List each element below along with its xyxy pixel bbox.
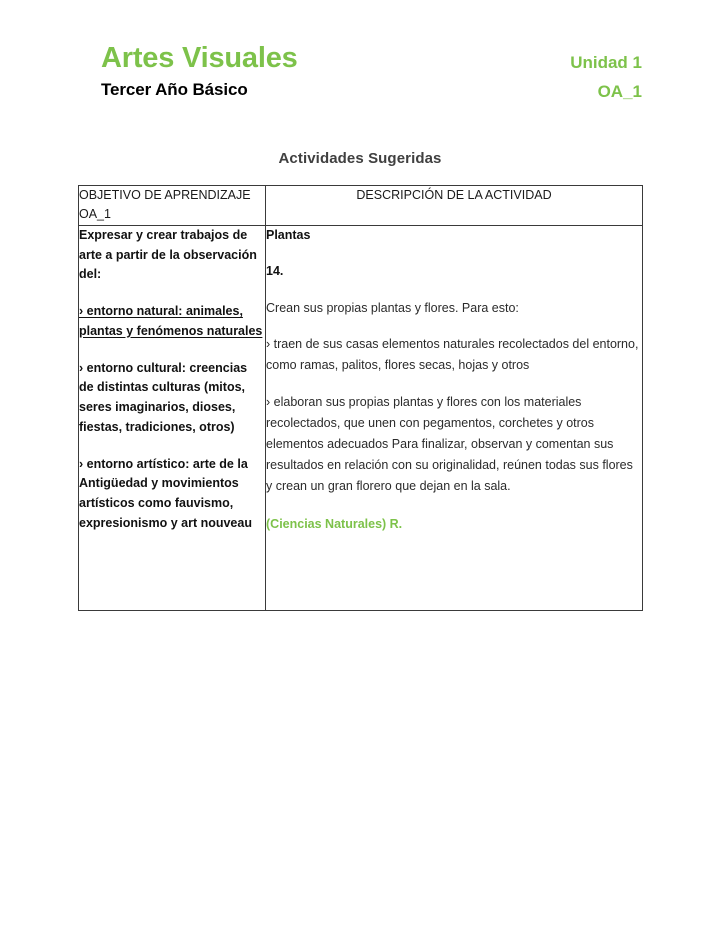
column-header-description: DESCRIPCIÓN DE LA ACTIVIDAD <box>266 186 643 226</box>
objective-cell <box>79 225 266 610</box>
table-header-row <box>79 186 643 226</box>
section-title: Actividades Sugeridas <box>278 150 442 167</box>
description-cell <box>266 225 643 610</box>
header-right-block <box>382 53 642 103</box>
objective-intro: Expresar y crear trabajos de arte a partir de la observación del: <box>79 227 257 282</box>
table-row <box>79 225 643 610</box>
description-credit: (Ciencias Naturales) R. <box>266 516 403 531</box>
page-header <box>0 0 720 130</box>
column-header-objective: OBJETIVO DE APRENDIZAJE OA_1 <box>79 186 266 226</box>
oa-label: OA_1 <box>597 82 642 102</box>
description-item-process: › elaboran sus propias plantas y flores con los materiales recolectados, que unen con pegamentos, corchetes y otros elementos adecuados Para finalizar, observan y comentan sus resultados en relación con su originalidad, reúnen todas sus flores y crean un gran florero que dejan en la sala. <box>266 394 633 493</box>
objective-bullet-natural: › entorno natural: animales, plantas y fenómenos naturales <box>79 304 263 338</box>
unit-label: Unidad 1 <box>570 53 642 72</box>
objective-bullet-artistic: › entorno artístico: arte de la Antigüedad y movimientos artísticos como fauvismo, expresionismo y art nouveau <box>79 456 252 530</box>
page-title: Artes Visuales <box>101 42 298 74</box>
objective-bullet-cultural: › entorno cultural: creencias de distintas culturas (mitos, seres imaginarios, dioses, fiestas, tradiciones, otros) <box>79 360 248 434</box>
description-lead: Crean sus propias plantas y flores. Para esto: <box>266 300 519 315</box>
activities-table <box>78 185 643 611</box>
page-subtitle: Tercer Año Básico <box>101 80 248 100</box>
description-number: 14. <box>266 264 284 279</box>
description-item-materials: › traen de sus casas elementos naturales recolectados del entorno, como ramas, palitos, flores secas, hojas y otros <box>266 336 639 372</box>
description-heading: Plantas <box>266 227 311 242</box>
